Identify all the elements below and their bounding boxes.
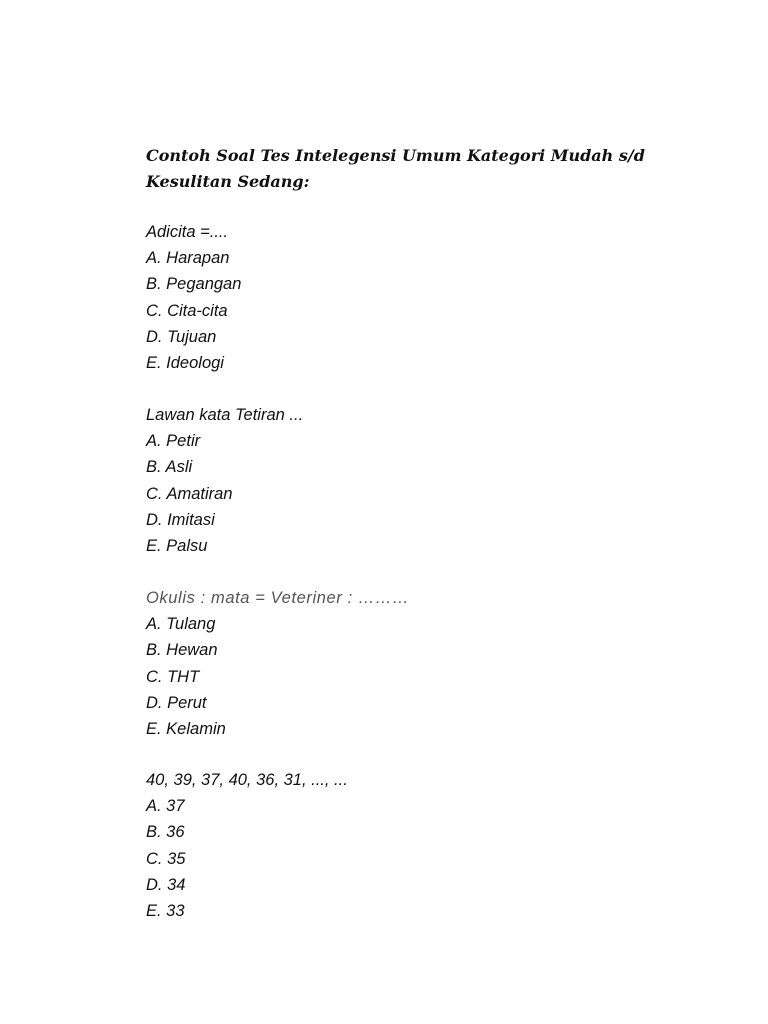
answer-option: A. Petir	[146, 432, 201, 451]
answer-option: B. Pegangan	[146, 275, 242, 294]
answer-option: D. Tujuan	[146, 327, 217, 346]
answer-option: B. 36	[146, 823, 185, 842]
answer-option: A. Tulang	[146, 615, 216, 634]
answer-option: E. 33	[146, 901, 185, 920]
answer-option: D. Perut	[146, 693, 207, 712]
question-2	[146, 402, 303, 559]
document-title: Contoh Soal Tes Intelegensi Umum Kategori Mudah s/d Kesulitan Sedang:	[146, 146, 645, 191]
answer-option: D. 34	[146, 875, 186, 894]
answer-option: C. Amatiran	[146, 484, 233, 503]
answer-option: E. Palsu	[146, 536, 208, 555]
answer-option: B. Asli	[146, 458, 193, 477]
question-4	[146, 767, 348, 924]
question-1	[146, 219, 241, 376]
answer-option: E. Kelamin	[146, 719, 226, 738]
question-prompt: Adicita =....	[146, 223, 229, 241]
answer-option: C. 35	[146, 849, 186, 868]
answer-option: C. Cita-cita	[146, 301, 228, 320]
question-3	[146, 585, 409, 742]
answer-option: B. Hewan	[146, 641, 218, 660]
question-prompt: Lawan kata Tetiran ...	[146, 406, 304, 424]
answer-option: A. Harapan	[146, 249, 230, 268]
answer-option: C. THT	[146, 667, 200, 686]
answer-option: D. Imitasi	[146, 510, 215, 529]
answer-option: E. Ideologi	[146, 353, 224, 372]
question-prompt: Okulis : mata = Veteriner : ………	[146, 589, 410, 607]
question-prompt: 40, 39, 37, 40, 36, 31, ..., ...	[146, 771, 348, 789]
answer-option: A. 37	[146, 797, 185, 816]
